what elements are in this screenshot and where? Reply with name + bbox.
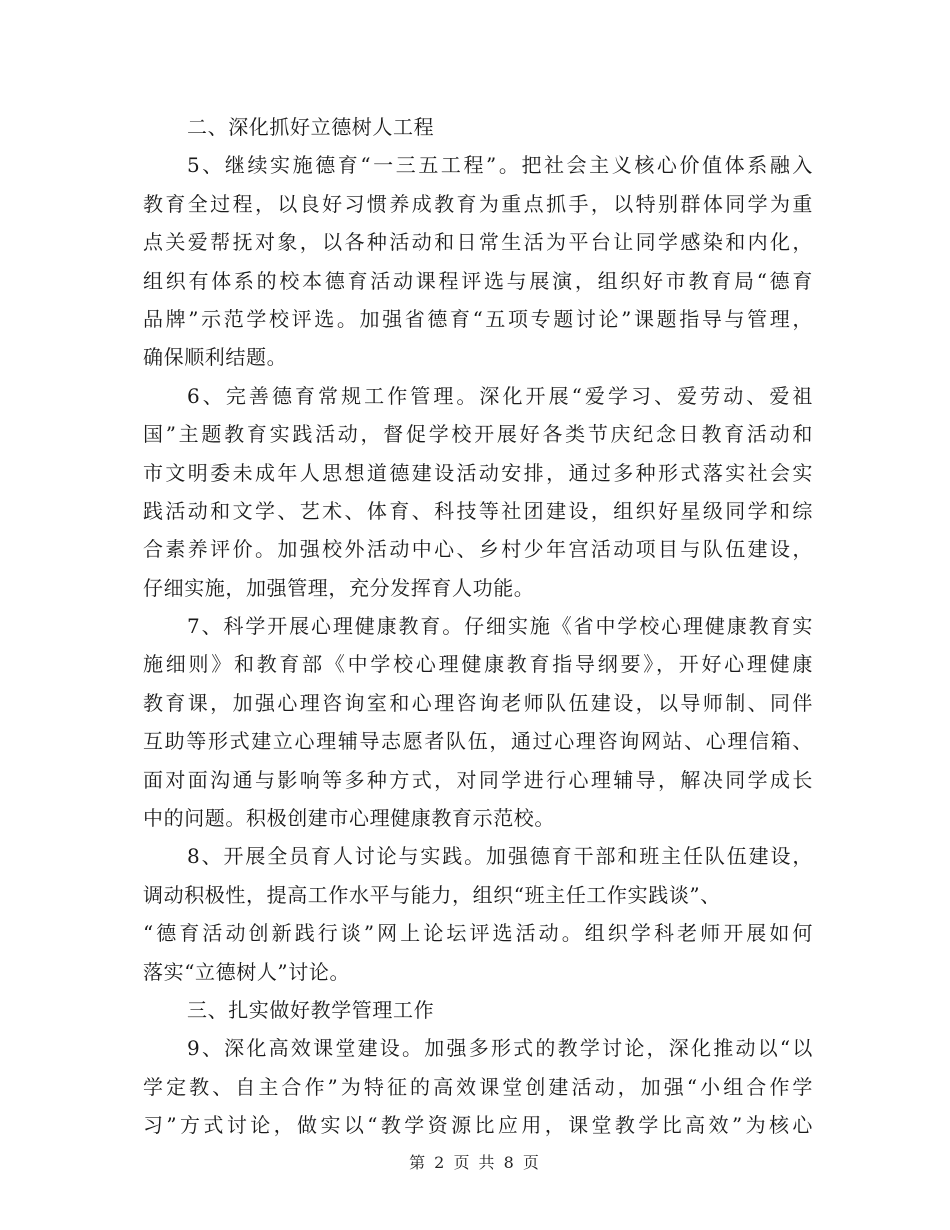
text-line: 国”主题教育实践活动，督促学校开展好各类节庆纪念日教育活动和 [143, 422, 813, 447]
text-line: 6、完善德育常规工作管理。深化开展“爱学习、爱劳动、爱祖 [187, 383, 813, 408]
text-line: 互助等形式建立心理辅导志愿者队伍，通过心理咨询网站、心理信箱、 [143, 729, 813, 754]
text-line: 落实“立德树人”讨论。 [143, 959, 351, 984]
text-line: 三、扎实做好教学管理工作 [187, 997, 435, 1022]
text-line: 教育课，加强心理咨询室和心理咨询老师队伍建设，以导师制、同伴 [143, 690, 813, 715]
text-line: 确保顺利结题。 [143, 345, 288, 370]
text-line: 面对面沟通与影响等多种方式，对同学进行心理辅导，解决同学成长 [143, 767, 813, 792]
text-line: 习”方式讨论，做实以“教学资源比应用，课堂教学比高效”为核心 [143, 1113, 813, 1138]
text-line: 调动积极性，提高工作水平与能力，组织“班主任工作实践谈”、 [143, 882, 721, 907]
text-line: 市文明委未成年人思想道德建设活动安排，通过多种形式落实社会实 [143, 460, 813, 485]
text-line: 中的问题。积极创建市心理健康教育示范校。 [143, 806, 555, 831]
text-line: 施细则》和教育部《中学校心理健康教育指导纲要》，开好心理健康 [143, 652, 813, 677]
page-footer [0, 1150, 950, 1173]
text-line: 5、继续实施德育“一三五工程”。把社会主义核心价值体系融入 [187, 153, 813, 178]
text-line: 仔细实施，加强管理，充分发挥育人功能。 [143, 575, 535, 600]
text-line: 9、深化高效课堂建设。加强多形式的教学讨论，深化推动以“以 [187, 1036, 813, 1061]
text-line: 8、开展全员育人讨论与实践。加强德育干部和班主任队伍建设， [187, 844, 813, 869]
text-line: 学定教、自主合作”为特征的高效课堂创建活动，加强“小组合作学 [143, 1074, 813, 1099]
text-line: 教育全过程，以良好习惯养成教育为重点抓手，以特别群体同学为重 [143, 191, 813, 216]
text-line: 点关爱帮抚对象，以各种活动和日常生活为平台让同学感染和内化， [143, 230, 813, 255]
page-number-label: 第 2 页 共 8 页 [409, 1153, 541, 1172]
text-line: 合素养评价。加强校外活动中心、乡村少年宫活动项目与队伍建设， [143, 537, 813, 562]
document-body [143, 108, 813, 1145]
text-line: 7、科学开展心理健康教育。仔细实施《省中学校心理健康教育实 [187, 614, 813, 639]
text-line: 践活动和文学、艺术、体育、科技等社团建设，组织好星级同学和综 [143, 498, 813, 523]
text-line: 二、深化抓好立德树人工程 [187, 115, 435, 139]
text-line: 品牌”示范学校评选。加强省德育“五项专题讨论”课题指导与管理， [143, 306, 813, 331]
text-line: “德育活动创新践行谈”网上论坛评选活动。组织学科老师开展如何 [143, 921, 813, 946]
text-line: 组织有体系的校本德育活动课程评选与展演，组织好市教育局“德育 [143, 268, 813, 293]
